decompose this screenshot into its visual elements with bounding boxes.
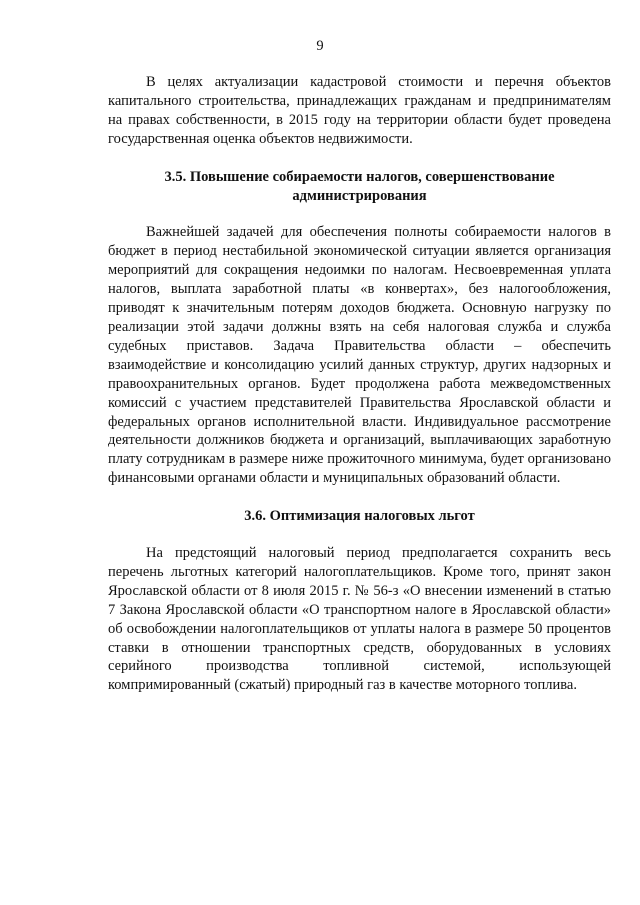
spacer [108,488,611,507]
page-number: 9 [316,38,324,54]
spacer [108,205,611,223]
section-3-6-paragraph: На предстоящий налоговый период предполагается сохранить весь перечень льготных категорий налогоплательщиков. Кроме того, принят закон Ярославской области от 8 июля 2015 г. № 56-з «О внесении изменений в статью 7 Закона Ярославской области «О транспортном налоге в Ярославской области» об освобождении налогоплательщиков от уплаты налога в размере 50 процентов ставки в отношении транспортных средств, оборудованных в условиях серийного производства топливной системой, использующей компримированный (сжатый) природный газ в качестве моторного топлива. [108,545,611,694]
section-3-5-heading [108,168,611,206]
spacer [108,526,611,544]
intro-paragraph: В целях актуализации кадастровой стоимости и перечня объектов капитального строительства, принадлежащих гражданам и предпринимателям на правах собственности, в 2015 году на территории области будет проведена государственная оценка объектов недвижимости. [108,74,611,147]
section-3-5-heading-line2: администрирования [292,187,427,204]
section-3-5-paragraph: Важнейшей задачей для обеспечения полноты собираемости налогов в бюджет в период нестабильной экономической ситуации является организация мероприятий для сокращения недоимки по налогам. Несвоевременная уплата налогов, выплата заработной платы «в конвертах», без налогообложения, приводят к значительным потерям доходов бюджета. Основную нагрузку по реализации этой задачи должны взять на себя налоговая служба и служба судебных приставов. Задача Правительства области – обеспечить взаимодействие и консолидацию усилий данных структур, других надзорных и правоохранительных органов. Будет продолжена работа межведомственных комиссий с участием представителей Правительства Ярославской области и федеральных органов исполнительной власти. Индивидуальное рассмотрение деятельности должников бюджета и организаций, выплачивающих заработную плату сотрудникам в размере ниже прожиточного минимума, будет организовано финансовыми органами области и муниципальных образований области. [108,224,611,487]
section-3-6-heading: 3.6. Оптимизация налоговых льгот [244,508,475,525]
section-3-5-heading-line1: 3.5. Повышение собираемости налогов, совершенствование [164,168,555,185]
spacer [108,149,611,168]
page-content [108,73,611,695]
